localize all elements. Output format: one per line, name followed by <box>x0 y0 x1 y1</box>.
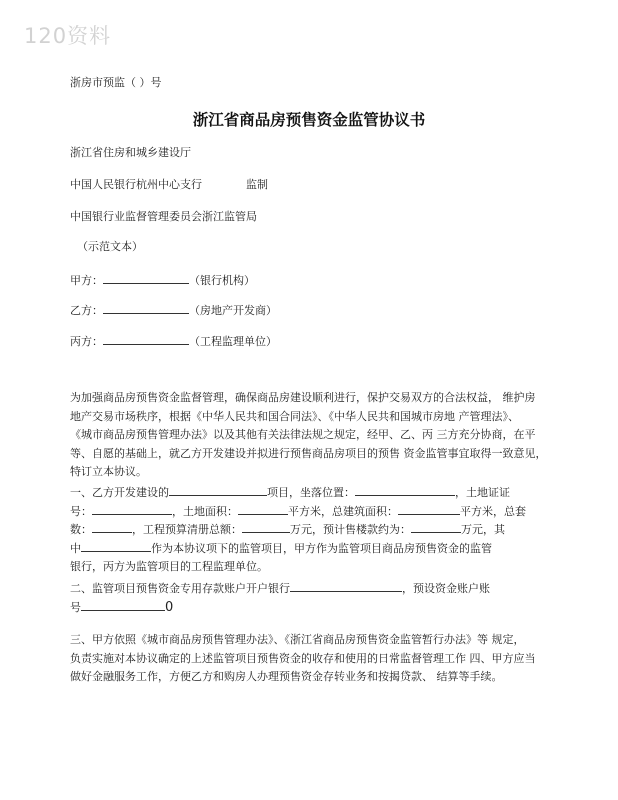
clause-3-line: 三、甲方依照《城市商品房预售管理办法》、《浙江省商品房预售资金监管暂行办法》等 规定， <box>70 633 525 646</box>
project-name-blank[interactable] <box>169 484 267 496</box>
party-b <box>70 302 277 318</box>
issuer-line-2 <box>70 178 268 192</box>
clause-text: 万元，预计售楼款约为： <box>290 523 411 537</box>
clause-text: ，土地面积： <box>172 504 238 518</box>
reference-number: 浙房市预监（ ）号 <box>70 76 162 89</box>
land-cert-blank[interactable] <box>92 503 172 515</box>
party-c-label: 丙方： <box>70 335 103 348</box>
unit-count-blank[interactable] <box>92 521 132 533</box>
sales-blank[interactable] <box>411 521 461 533</box>
clause-1-line: 银行，丙方为监管项目的工程监理单位。 <box>70 560 268 574</box>
party-c <box>70 333 277 349</box>
preamble-line: 地产交易市场秩序，根据《中华人民共和国合同法》、《中华人民共和国城市房地 产管理法》、 <box>70 409 519 423</box>
issuer-name: 中国人民银行杭州中心支行 <box>70 178 202 191</box>
preamble-line: 为加强商品房预售资金监督管理，确保商品房建设顺利进行，保护交易双方的合法权益， 维护房 <box>70 391 536 404</box>
clause-text: ，工程预算清册总额： <box>132 523 242 537</box>
clause-text: ，预设资金账户账 <box>402 582 490 595</box>
party-c-role: （工程监理单位） <box>189 335 277 348</box>
clause-text: 号： <box>70 504 92 518</box>
clause-1-line <box>70 540 555 559</box>
clause-text: 二、监管项目预售资金专用存款账户开户银行 <box>70 582 290 595</box>
clause-text: 平方米，总建筑面积： <box>288 504 398 518</box>
clause-1 <box>70 484 555 577</box>
clause-text: 项目，坐落位置： <box>267 486 355 499</box>
preamble-line: 等、自愿的基础上，就乙方开发建设并拟进行预售商品房项目的预售 资金监管事宜取得一致意见， <box>70 446 547 460</box>
party-a-blank[interactable] <box>103 272 189 284</box>
clause-3-line: 负责实施对本协议确定的上述监管项目预售资金的收存和使用的日常监督管理工作 四、甲方应当 <box>70 651 536 665</box>
party-b-role: （房地产开发商） <box>189 304 277 317</box>
document-title: 浙江省商品房预售资金监管协议书 <box>192 111 426 129</box>
land-area-blank[interactable] <box>238 503 288 515</box>
clause-text: 平方米，总套 <box>460 504 526 518</box>
preamble <box>70 389 555 482</box>
clause-text: 号 <box>70 600 81 614</box>
watermark: 120资料 <box>24 24 112 48</box>
clause-3 <box>70 631 555 687</box>
supervised-part-blank[interactable] <box>81 540 151 552</box>
budget-blank[interactable] <box>242 521 290 533</box>
template-label: （示范文本） <box>77 240 143 253</box>
issuer-line-3: 中国银行业监督管理委员会浙江监管局 <box>70 210 257 223</box>
clause-text: 中 <box>70 541 81 555</box>
party-a <box>70 272 255 288</box>
issuer-suffix: 监制 <box>246 178 268 191</box>
clause-text: 数： <box>70 523 92 537</box>
clause-1-line <box>70 503 555 522</box>
clause-3-line: 做好金融服务工作，方便乙方和购房人办理预售资金存转业务和按揭贷款、 结算等手续。 <box>70 670 503 684</box>
account-number-blank[interactable] <box>81 599 165 611</box>
clause-text: 万元，其 <box>461 523 505 537</box>
clause-1-line <box>70 521 555 540</box>
party-c-blank[interactable] <box>103 333 189 345</box>
party-a-label: 甲方： <box>70 274 103 287</box>
party-a-role: （银行机构） <box>189 274 255 287</box>
clause-2 <box>70 580 555 617</box>
clause-text: 作为本协议项下的监管项目，甲方作为监管项目商品房预售资金的监管 <box>151 541 492 555</box>
party-b-blank[interactable] <box>103 302 189 314</box>
building-area-blank[interactable] <box>398 503 460 515</box>
clause-text: 一、乙方开发建设的 <box>70 486 169 499</box>
clause-1-line <box>70 484 555 503</box>
bank-name-blank[interactable] <box>290 580 402 592</box>
clause-text: 0 <box>165 599 174 615</box>
issuer-line-1: 浙江省住房和城乡建设厅 <box>70 146 191 159</box>
party-b-label: 乙方： <box>70 304 103 317</box>
clause-text: ，土地证证 <box>455 486 510 499</box>
clause-2-line <box>70 580 555 599</box>
preamble-line: 特订立本协议。 <box>70 465 147 479</box>
location-blank[interactable] <box>355 484 455 496</box>
preamble-line: 《城市商品房预售管理办法》以及其他有关法律法规之规定，经甲、乙、丙 三方充分协商，在平 <box>70 428 536 442</box>
clause-2-line <box>70 599 555 618</box>
